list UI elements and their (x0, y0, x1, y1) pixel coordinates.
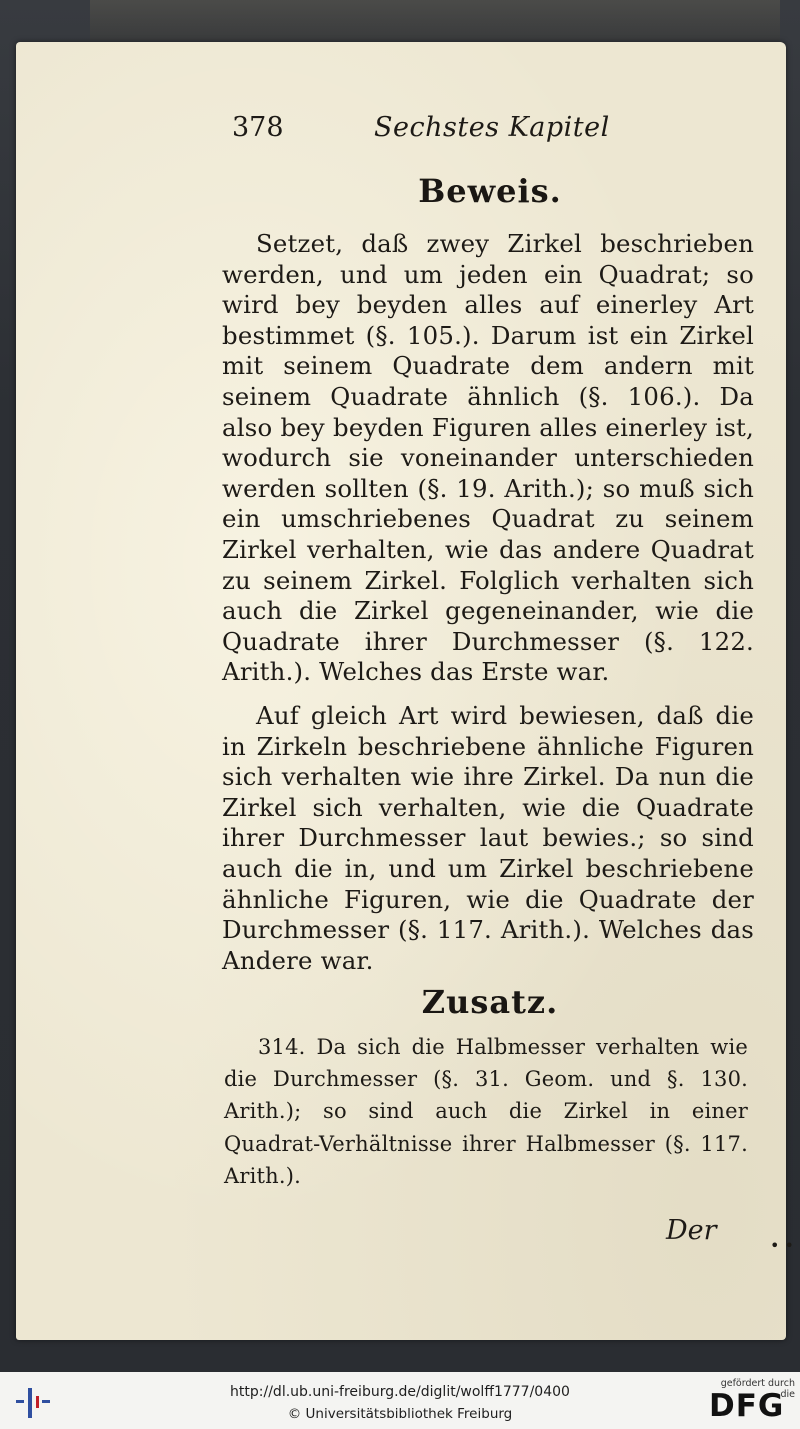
heading-proof: Beweis. (418, 172, 562, 210)
running-head (232, 112, 632, 152)
running-title: Sechstes Kapitel (374, 112, 610, 143)
heading-corollary: Zusatz. (421, 983, 559, 1021)
dfg-logo-text: DFG (709, 1388, 785, 1424)
dfg-funder-logo (705, 1378, 795, 1426)
proof-paragraph-2: Auf gleich Art wird bewiesen, daß die in Zirkeln beschriebene ähnliche Figuren sich verhalten wie ihre Zirkel. Da nun die Zirkel sich verhalten, wie die Quadrate ihrer Durchmesser laut bewies.; so sind auch die in, und um Zirkel beschriebene ähnliche Figuren, wie die Quadrate der Durchmesser (§. 117. Arith.). Welches das Andere war. (222, 701, 754, 975)
proof-paragraph-1: Setzet, daß zwey Zirkel beschrieben werden, und um jeden ein Quadrat; so wird bey beyden alles auf einerley Art bestimmet (§. 105.). Darum ist ein Zirkel mit seinem Quadrate dem andern mit seinem Quadrate ähnlich (§. 106.). Da also bey beyden Figuren alles einerley ist, wodurch sie voneinander unterschieden werden sollten (§. 19. Arith.); so muß sich ein umschriebenes Quadrat zu seinem Zirkel verhalten, wie das andere Quadrat zu seinem Zirkel. Folglich verhalten sich auch die Zirkel gegeneinander, wie die Quadrate ihrer Durchmesser (§. 122. Arith.). Welches das Erste war. (222, 229, 754, 687)
catchword: Der (666, 1215, 717, 1246)
neighboring-page-edge (90, 0, 780, 40)
viewer-footer (0, 1372, 800, 1429)
corollary-paragraph: 314. Da sich die Halbmesser verhalten wie die Durchmesser (§. 31. Geom. und §. 130. Arith.); so sind auch die Zirkel in einer Quadrat-Verhältnisse ihrer Halbmesser (§. 117. Arith.). (224, 1035, 748, 1188)
page-number: 378 (232, 112, 284, 143)
document-url[interactable]: http://dl.ub.uni-freiburg.de/diglit/wolff1777/0400 (230, 1384, 570, 1400)
funder-caption: gefördert durch die (720, 1378, 795, 1400)
page-edge-mark: • • (770, 1236, 794, 1255)
copyright-notice: © Universitätsbibliothek Freiburg (287, 1406, 513, 1422)
